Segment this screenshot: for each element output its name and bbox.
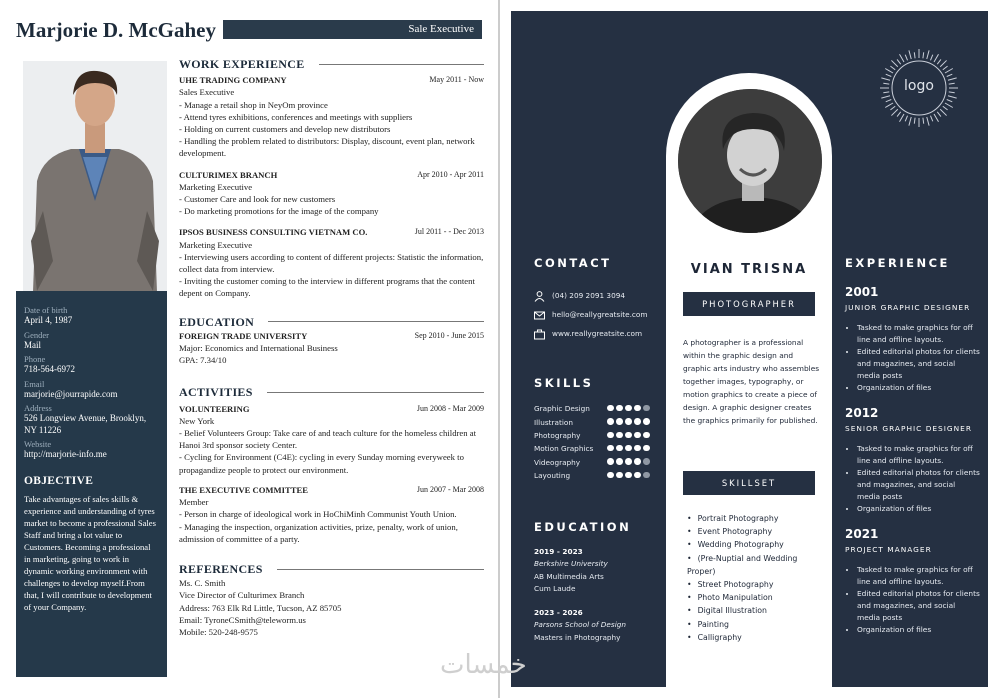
skill-dot: [643, 418, 650, 425]
education-entry: [179, 330, 484, 367]
education-gpa: GPA: 7.34/10: [179, 355, 227, 366]
experience-role: PROJECT MANAGER: [845, 545, 932, 554]
skill-level-dots: [607, 417, 652, 430]
briefcase-icon: [534, 329, 545, 340]
activity-line: - Managing the inspection, organization activities, prize, penalty, work of union, admission of committee of a party.: [179, 521, 458, 544]
skillset-box: SKILLSET: [683, 471, 815, 495]
skill-dot: [634, 418, 641, 425]
resume-right: [511, 11, 988, 687]
contact-phone: (04) 209 2091 3094: [552, 291, 626, 301]
skill-dot: [643, 405, 650, 412]
skillset-item: • Event Photography: [687, 525, 827, 538]
skill-dot: [607, 405, 614, 412]
job-role: Marketing Executive: [179, 239, 253, 250]
activity-place: Member: [179, 497, 209, 508]
reference-entry: [179, 577, 484, 638]
job-line: - Interviewing users according to content of different projects: Statistic the information, collect data from interview.: [179, 251, 484, 275]
contact-list: [534, 287, 664, 344]
experience-duty: • Edited editorial photos for clients and magazines, and social media posts: [857, 588, 980, 624]
skill-level-dots: [607, 430, 652, 443]
edu-school: Parsons School of Design: [534, 620, 626, 630]
address-label: Address: [24, 403, 52, 413]
skill-row: [534, 416, 652, 429]
skill-row: [534, 430, 652, 443]
job-company: CULTURIMEX BRANCH: [179, 169, 278, 180]
objective-heading: OBJECTIVE: [24, 474, 94, 487]
job-title-banner: Sale Executive: [223, 20, 482, 39]
address-value: 526 Longview Avenue, Brooklyn, NY 11226: [24, 413, 147, 435]
job-line: - Do marketing promotions for the image of the company: [179, 206, 379, 217]
candidate-name: Marjorie D. McGahey: [16, 18, 217, 42]
skill-level-dots: [607, 457, 652, 470]
objective-text: Take advantages of sales skills & experience and understanding of tyres market to become a professional Sales Staff and bring a lot value to Customers. Becoming a professional in marketing, going to work in dynamic working environment with challenges to develop myself.From that, I will contribute to development of your Company.: [24, 493, 156, 613]
skill-name: Layouting: [534, 471, 571, 481]
skill-dot: [643, 458, 650, 465]
education-date: Sep 2010 - June 2015: [414, 330, 484, 340]
experience-duties: [845, 322, 980, 394]
skill-dot: [625, 458, 632, 465]
edu-years: 2023 - 2026: [534, 608, 583, 618]
skill-dot: [607, 472, 614, 479]
skill-row: [534, 470, 652, 483]
experience-duty: • Organization of files: [857, 624, 980, 636]
skillset-item: • Photo Manipulation: [687, 591, 827, 604]
experience-duty: • Tasked to make graphics for off line and offline layouts.: [857, 443, 980, 467]
edu-years: 2019 - 2023: [534, 547, 583, 556]
activity-date: Jun 2008 - Mar 2009: [416, 403, 484, 413]
person-name: VIAN TRISNA: [690, 262, 808, 277]
activity-place: New York: [179, 415, 215, 426]
skill-dot: [634, 432, 641, 439]
website-label: Website: [24, 439, 52, 449]
reference-line: Mobile: 520-248-9575: [179, 626, 258, 637]
job-line: - Inviting the customer coming to the interview in different programs that the content depent on Company.: [179, 276, 475, 299]
job-entry: [179, 169, 484, 218]
skillset-item: • Wedding Photography: [687, 538, 827, 551]
skill-dot: [625, 445, 632, 452]
edu-degree: Masters in Photography: [534, 632, 621, 642]
job-line: - Holding on current customers and develop new distributors: [179, 124, 391, 135]
skill-dot: [634, 445, 641, 452]
man-portrait-icon: [23, 61, 167, 292]
left-main-column: [179, 58, 484, 638]
skill-dot: [616, 418, 623, 425]
email-label: Email: [24, 378, 45, 389]
job-role: Marketing Executive: [179, 181, 253, 192]
title-box: PHOTOGRAPHER: [683, 292, 815, 316]
skill-dot: [643, 445, 650, 452]
skill-row: [534, 457, 652, 470]
gender-value: Mail: [24, 339, 41, 350]
person-icon: [534, 291, 545, 302]
skill-level-dots: [607, 443, 652, 456]
activity-line: - Cycling for Environment (C4E): cycling in every Sunday morning everyweek to propagandize people to protect our environment.: [179, 452, 464, 475]
skill-name: Graphic Design: [534, 404, 590, 414]
experience-list: [845, 277, 980, 636]
skill-dot: [616, 445, 623, 452]
skill-name: Photography: [534, 431, 581, 441]
skill-dot: [607, 458, 614, 465]
phone-value: 718-564-6972: [24, 364, 75, 374]
experience-entry: [845, 406, 980, 515]
skill-dot: [625, 418, 632, 425]
skill-dot: [607, 432, 614, 439]
skill-dot: [634, 458, 641, 465]
job-entry: [179, 74, 484, 159]
activity-entry: [179, 403, 484, 476]
experience-role: SENIOR GRAPHIC DESIGNER: [845, 424, 972, 433]
job-date: May 2011 - Now: [429, 75, 484, 85]
skill-level-dots: [607, 403, 652, 416]
skillset-item: • Digital Illustration: [687, 604, 827, 617]
skill-name: Videography: [534, 457, 581, 467]
skillset-list: [687, 512, 827, 644]
contact-heading: CONTACT: [534, 256, 612, 270]
skill-dot: [607, 445, 614, 452]
skill-row: [534, 443, 652, 456]
experience-duty: • Organization of files: [857, 382, 980, 394]
job-role: Sales Executive: [179, 87, 235, 98]
experience-duty: • Edited editorial photos for clients and magazines, and social media posts: [857, 346, 980, 382]
skill-row: [534, 403, 652, 416]
experience-year: 2012: [845, 406, 879, 420]
skill-dot: [634, 472, 641, 479]
job-date: Apr 2010 - Apr 2011: [417, 169, 484, 179]
education-heading: EDUCATION: [179, 316, 484, 328]
skill-dot: [616, 458, 623, 465]
skills-heading: SKILLS: [534, 376, 594, 390]
about-text: A photographer is a professional within the graphic design and graphic arts industry who assembles together images, typography, or motion graphics to create a piece of design. A graphic designer creates the graphics primarily for published.: [683, 338, 820, 425]
activity-line: - Person in charge of ideological work in HoChiMinh Communist Youth Union.: [179, 509, 457, 520]
edu-degree: AB Multimedia Arts: [534, 571, 604, 581]
job-line: - Handling the problem related to distributors: Display, discount, event plan, network development.: [179, 136, 475, 159]
skillset-item: • Portrait Photography: [687, 512, 827, 525]
job-company: IPSOS BUSINESS CONSULTING VIETNAM CO.: [179, 227, 368, 238]
activity-date: Jun 2007 - Mar 2008: [416, 484, 484, 494]
experience-duties: [845, 443, 980, 515]
job-line: - Manage a retail shop in NeyOm province: [179, 99, 328, 110]
experience-duty: • Organization of files: [857, 503, 980, 515]
experience-duties: [845, 564, 980, 636]
experience-heading: EXPERIENCE: [845, 256, 950, 270]
phone-label: Phone: [24, 354, 46, 364]
experience-duty: • Tasked to make graphics for off line and offline layouts.: [857, 322, 980, 346]
experience-role: JUNIOR GRAPHIC DESIGNER: [845, 303, 971, 312]
skill-dot: [616, 405, 623, 412]
smiling-man-portrait-icon: [678, 89, 825, 236]
job-line: - Attend tyres exhibitions, conferences and meetings with suppliers: [179, 111, 413, 122]
logo-badge: [877, 46, 961, 130]
contact-email: hello@reallygreatsite.com: [552, 310, 648, 320]
reference-line: Vice Director of Culturimex Branch: [179, 590, 305, 601]
profile-photo: [23, 61, 167, 292]
skill-name: Illustration: [534, 417, 573, 427]
experience-year: 2001: [845, 285, 879, 299]
skill-dot: [625, 432, 632, 439]
skillset-item: • Calligraphy: [687, 631, 827, 644]
education-list-right: [534, 546, 664, 644]
reference-line: Address: 763 Elk Rd Little, Tucson, AZ 85705: [179, 602, 342, 613]
skill-name: Motion Graphics: [534, 444, 594, 454]
activity-name: VOLUNTEERING: [179, 403, 250, 414]
dob-label: Date of birth: [24, 305, 68, 315]
skillset-item: • (Pre-Nuptial and Wedding Proper): [687, 552, 827, 578]
email-value: marjorie@jourrapide.com: [24, 388, 118, 399]
experience-entry: [845, 527, 980, 636]
skill-dot: [634, 405, 641, 412]
website-value: http://marjorie-info.me: [24, 449, 107, 459]
activities-heading: ACTIVITIES: [179, 386, 484, 398]
reference-line: Ms. C. Smith: [179, 578, 226, 589]
activity-entry: [179, 484, 484, 545]
skill-dot: [607, 418, 614, 425]
logo-text: logo: [904, 78, 934, 94]
job-date: Jul 2011 - - Dec 2013: [414, 227, 484, 237]
skill-dot: [625, 472, 632, 479]
experience-entry: [845, 285, 980, 394]
contact-web: www.reallygreatsite.com: [552, 329, 643, 339]
skill-dot: [616, 472, 623, 479]
skill-dot: [625, 405, 632, 412]
job-line: - Customer Care and look for new customers: [179, 194, 336, 205]
job-company: UHE TRADING COMPANY: [179, 75, 287, 86]
edu-school: Berkshire University: [534, 559, 608, 569]
dob-value: April 4, 1987: [24, 315, 73, 325]
left-sidebar: [16, 291, 167, 677]
references-heading: REFERENCES: [179, 563, 484, 575]
skillset-item: • Painting: [687, 618, 827, 631]
education-major: Major: Economics and International Business: [179, 343, 338, 354]
skill-level-dots: [607, 470, 652, 483]
mail-icon: [534, 310, 545, 321]
experience-year: 2021: [845, 527, 879, 541]
activity-name: THE EXECUTIVE COMMITTEE: [179, 484, 308, 495]
watermark: خمسات: [440, 650, 527, 680]
experience-duty: • Tasked to make graphics for off line and offline layouts.: [857, 564, 980, 588]
profile-photo-round: [675, 86, 825, 236]
education-heading-right: EDUCATION: [534, 520, 632, 534]
skill-dot: [643, 472, 650, 479]
work-experience-heading: WORK EXPERIENCE: [179, 58, 484, 70]
school-name: FOREIGN TRADE UNIVERSITY: [179, 330, 308, 341]
skill-dot: [616, 432, 623, 439]
reference-line: Email: TyroneCSmith@teleworm.us: [179, 614, 306, 625]
skill-dot: [643, 432, 650, 439]
skillset-item: • Street Photography: [687, 578, 827, 591]
edu-honor: Cum Laude: [534, 583, 576, 593]
activity-line: - Belief Volunteers Group: Take care of and teach culture for the homeless children at Hanoi 3rd sponsor society Center.: [179, 428, 477, 451]
experience-duty: • Edited editorial photos for clients and magazines, and social media posts: [857, 467, 980, 503]
gender-label: Gender: [24, 329, 50, 340]
skills-list: [534, 403, 652, 483]
job-entry: [179, 226, 484, 299]
